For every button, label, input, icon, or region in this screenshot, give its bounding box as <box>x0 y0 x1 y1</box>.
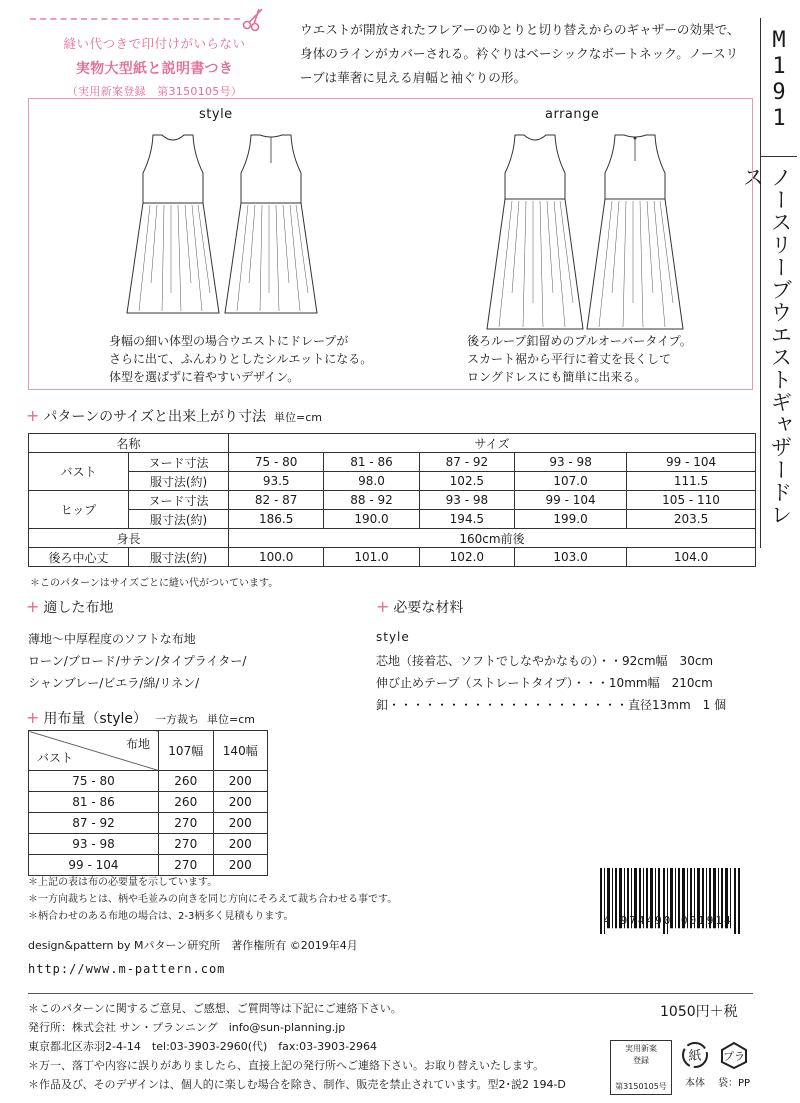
address-line: 東京都北区赤羽2-4-14 tel:03-3903-2960(代) fax:03-3903-2964 <box>28 1040 378 1053</box>
contact-note: ＊このパターンに関するご意見、ご感想、ご質問等は下記にご連絡下さい。 <box>28 1002 402 1015</box>
size-section-heading: + パターンのサイズと出来上がり寸法 単位=cm <box>26 406 322 425</box>
plastic-recycle-icon <box>718 1040 750 1070</box>
product-title-strip <box>739 18 796 548</box>
materials-section-heading: + 必要な材料 <box>376 597 464 616</box>
arrange-label: arrange <box>545 107 600 122</box>
utility-model-stamp: 実用新案 登録 第3150105号 <box>610 1040 672 1095</box>
correction-note: ＊万一、落丁や内容に誤りがありましたら、直接上記の発行所へご連絡下さい。お取り替えいたします。 <box>28 1059 545 1072</box>
illustration-panel <box>28 98 753 390</box>
materials-list: 芯地（接着芯、ソフトでしなやかなもの）・・92cm幅 30cm 伸び止めテープ（ストレートタイプ）・・・10mm幅 210cm 釦・・・・・・・・・・・・・・・・・・・・直径13mm 1 個 <box>376 654 727 712</box>
plus-icon: + <box>26 406 40 425</box>
fabric-section-heading: + 適した布地 <box>26 597 114 616</box>
footer-divider <box>28 993 753 994</box>
svg-text:紙: 紙 <box>688 1049 702 1064</box>
cut-line <box>30 18 240 20</box>
style-note: 身幅の細い体型の場合ウエストにドレープが さらに出て、ふんわりとしたシルエットになる。 体型を選ばずに着やすいデザイン。 <box>109 334 373 384</box>
product-name: ノースリーブウエストギャザードレス <box>739 166 792 526</box>
pp-label: 袋：PP <box>717 1078 751 1089</box>
yardage-notes: ＊上記の表は布の必要量を示しています。 ＊一方向裁ちとは、柄や毛並みの向きを同じ方向にそろえて裁ち合わせる事です。 ＊柄合わせのある布地の場合は、2-3柄多く見積もります。 <box>28 877 398 922</box>
price: 1050円＋税 <box>660 1004 738 1020</box>
materials-label: style <box>376 630 410 644</box>
arrange-back-sketch <box>585 133 685 333</box>
style-front-sketch <box>125 133 221 317</box>
design-credit: design&pattern by Mパターン研究所 著作権所有 ©2019年4月 <box>28 939 358 952</box>
fabric-list: 薄地〜中厚程度のソフトな布地 ローン/ブロード/サテン/タイプライター/ シャンブレー/ビエラ/綿/リネン/ <box>28 632 247 690</box>
svg-text:プラ: プラ <box>723 1050 745 1063</box>
feature-line-1: 縫い代つきで印付けがいらない <box>63 36 246 51</box>
size-note: ＊このパターンはサイズごとに縫い代がついています。 <box>30 578 279 589</box>
design-description: ウエストが開放されたフレアーのゆとりと切り替えからのギャザーの効果で、身体のラインがカバーされる。衿ぐりはベーシックなボートネック。ノースリーブは華奢に見える肩幅と袖ぐりの形。 <box>300 22 740 85</box>
publisher-line: 発行所：株式会社 サン・プランニング info@sun-planning.jp <box>28 1021 346 1034</box>
yardage-section-heading: + 用布量（style） 一方裁ち 単位=cm <box>26 708 255 727</box>
size-table: 名称 サイズ バスト ヌード寸法 75 - 80 81 - 86 87 - 92 93 - 98 99 - 104 服寸法(約) 93.5 98.0 102.5 107.0 111.5 ヒップ ヌード寸法 82 - 87 88 - 92 93 - 98 99 - 104 105 - 110 服寸法(約) 186.5 190.0 194.5 199.0 203.5 身長 160cm前後 後ろ中心丈 服寸法(約) 100.0 101.0 102.0 103.0 104.0 <box>28 433 756 567</box>
feature-line-2: 実物大型紙と説明書つき <box>75 61 234 77</box>
barcode-number: 4 974490 001914 <box>603 914 733 927</box>
style-back-sketch <box>223 133 319 317</box>
arrange-note: 後ろループ釦留めのプルオーバータイプ。 スカート裾から平行に着丈を長くして ロングドレスにも簡単に出来る。 <box>467 334 692 384</box>
style-label: style <box>199 107 233 122</box>
product-code: M 1 9 1 <box>772 28 786 131</box>
yardage-table: 布地 バスト 107幅 140幅 75 - 80 260 200 81 - 86 260 200 87 - 92 270 200 93 - 98 270 200 99 - 104 270 200 <box>28 730 268 876</box>
copyright-note: ＊作品及び、そのデザインは、個人的に楽しむ場合を除き、制作、販売を禁止されています。型2･説2 194-D <box>28 1078 566 1091</box>
arrange-front-sketch <box>485 133 585 333</box>
website-link[interactable]: http://www.m-pattern.com <box>28 962 226 976</box>
scissors-icon <box>240 6 266 32</box>
paper-label: 本体 <box>685 1078 705 1089</box>
feature-line-3: （実用新案登録 第3150105号） <box>66 85 243 98</box>
paper-recycle-icon <box>680 1040 710 1070</box>
